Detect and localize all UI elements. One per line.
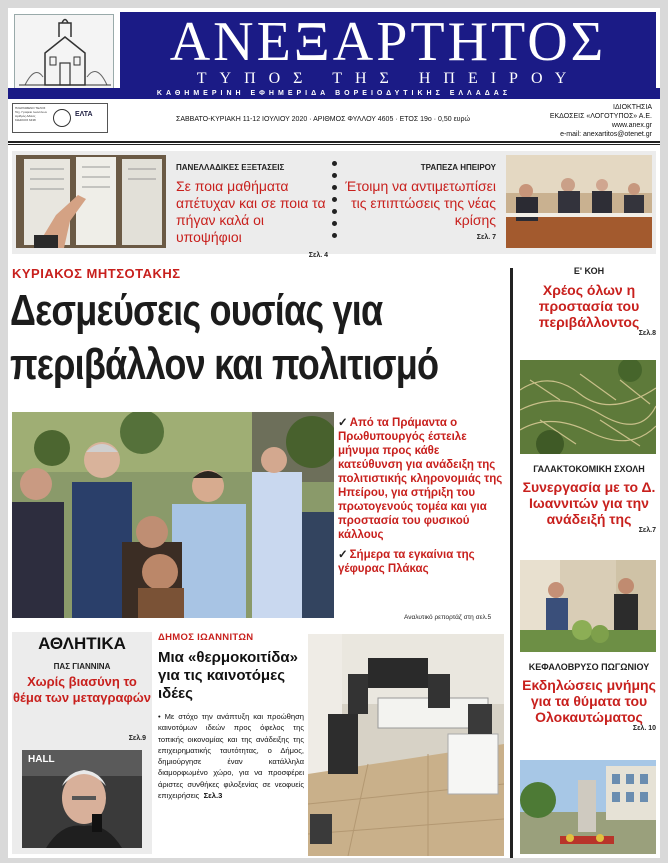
headline-line-1: Δεσμεύσεις ουσίας για (10, 286, 383, 335)
story-dairy-school[interactable] (518, 464, 660, 534)
main-kicker: ΚΥΡΙΑΚΟΣ ΜΗΤΣΟΤΑΚΗΣ (12, 266, 181, 281)
bullet-item (338, 548, 506, 576)
teaser-headline: Σε ποια μαθήματα απέτυχαν και σε ποια τα πήγαν καλά οι υποψήφιοι (176, 178, 326, 245)
story-kicker: ΚΕΦΑΛΟΒΡΥΣΟ ΠΩΓΩΝΙΟΥ (528, 662, 650, 672)
newspaper-subtitle: ΤΥΠΟΣ ΤΗΣ ΗΠΕΙΡΟΥ (196, 70, 580, 87)
elta-badge: ΕΛΤΑ (75, 111, 93, 118)
church-logo (14, 14, 114, 90)
pm-crowd-photo (12, 412, 334, 618)
dairy-school-photo (520, 560, 656, 652)
front-page (8, 8, 660, 858)
story-kicker: ΓΑΛΑΚΤΟΚΟΜΙΚΗ ΣΧΟΛΗ (533, 464, 645, 474)
teaser-kicker: ΤΡΑΠΕΖΑ ΗΠΕΙΡΟΥ (420, 163, 496, 172)
page-ref: Σελ.3 (203, 791, 223, 801)
page-ref: Σελ.8 (638, 330, 656, 337)
check-icon: ✓ (338, 417, 348, 429)
story-body: • Με στόχο την ανάπτυξη και προώθηση καινοτόμων ιδεών προς όφελος της τοπικής οικονομίας και της ανάδειξης της επιχειρηματικής ταυτότητας, ο Δήμος, δημιούργησε έναν κατάλληλα διαμορφωμένο χώρο, για να προσφέρει άριστες συνθήκες φιλοξενίας σε νεοφυείς επιχειρήσεις Σελ.3 (158, 712, 304, 801)
page-ref: Σελ. 7 (476, 234, 496, 241)
story-koi[interactable] (518, 266, 660, 337)
sports-headline: Χωρίς βιασύνη το θέμα των μεταγραφών (12, 674, 152, 705)
incubator-office-photo (308, 634, 504, 856)
main-bullets (338, 416, 506, 576)
title-band (120, 12, 656, 96)
owner: ΕΚΔΟΣΕΙΣ «ΛΟΓΟΤΥΠΟΣ» Α.Ε. (549, 113, 652, 120)
story-headline: Εκδηλώσεις μνήμης για τα θύματα του Ολοκαυτώματος (522, 677, 656, 725)
newspaper-title: ΑΝΕΞΑΡΤΗΤΟΣ (169, 11, 607, 73)
page-ref: Σελ.9 (128, 735, 146, 742)
teaser-exams[interactable] (176, 163, 328, 259)
page-ref: Σελ. 4 (308, 252, 328, 259)
environment-photo (520, 360, 656, 454)
divider (8, 141, 660, 143)
tagline-band (8, 88, 660, 99)
story-kefalovryso[interactable] (518, 662, 660, 732)
divider (8, 144, 660, 145)
dot-separator (332, 161, 338, 247)
sports-kicker: ΠΑΣ ΓΙΑΝΝΙΝΑ (53, 662, 111, 671)
tagline: ΚΑΘΗΜΕΡΙΝΗ ΕΦΗΜΕΡΙΔΑ ΒΟΡΕΙΟΔΥΤΙΚΗΣ ΕΛΛΑΔΑΣ (156, 90, 512, 97)
seal-icon (53, 109, 71, 127)
memorial-photo (520, 760, 656, 854)
website[interactable]: www.anex.gr (611, 122, 652, 129)
page-ref: Σελ. 10 (632, 725, 656, 732)
story-kicker: ΔΗΜΟΣ ΙΩΑΝΝΙΤΩΝ (158, 632, 254, 643)
publisher-info (502, 103, 652, 139)
email[interactable]: e-mail: anexartitos@otenet.gr (560, 131, 652, 138)
story-headline: Χρέος όλων η προστασία του περιβάλλοντος (538, 282, 640, 330)
reportage-ref: Αναλυτικό ρεπορτάζ στη σελ.5 (404, 614, 492, 621)
page-ref: Σελ.7 (638, 527, 656, 534)
sports-section-title: ΑΘΛΗΤΙΚΑ (38, 634, 126, 653)
story-headline: Μια «θερμοκοιτίδα» για τις καινοτόμες ιδέες (158, 649, 298, 702)
exam-photo (16, 155, 166, 248)
teaser-bank[interactable] (344, 163, 496, 241)
bullet-text: Από τα Πράμαντα ο Πρωθυπουργός έστειλε μήνυμα προς κάθε κατεύθυνση για ανάδειξη της πολιτιστικής κληρονομιάς της Ηπείρου, για στήριξη του πρωτογενούς τομέα και για προστασία του φυσικού κάλλους (338, 417, 503, 541)
postal-badges (12, 103, 108, 133)
bullet-text: Σήμερα τα εγκαίνια της γέφυρας Πλάκας (338, 549, 475, 575)
bank-meeting-photo (506, 155, 652, 248)
bullet-item (338, 416, 506, 542)
postal-badge-text: ΠΛΗΡΩΜΕΝΟ ΤΕΛΟΣ Ταχ. Γραφείο Ιωαννίνων Αριθμός Αδείας ΚΩΔΙΚΟΣ 6438 (15, 106, 47, 122)
teaser-headline: Έτοιμη να αντιμετωπίσει τις επιπτώσεις της νέας κρίσης (345, 178, 496, 228)
sponsor-board-text: HALL (28, 754, 55, 765)
municipality-story[interactable] (158, 632, 304, 801)
teaser-kicker: ΠΑΝΕΛΛΑΔΙΚΕΣ ΕΞΕΤΑΣΕΙΣ (176, 163, 285, 172)
dateline: ΣΑΒΒΑΤΟ-ΚΥΡΙΑΚΗ 11-12 ΙΟΥΛΙΟΥ 2020 · ΑΡΙΘΜΟΣ ΦΥΛΛΟΥ 4605 · ΕΤΟΣ 19ο · 0,50 ευρώ (176, 116, 470, 123)
info-bar (8, 101, 660, 137)
story-headline: Συνεργασία με το Δ. Ιωαννιτών για την ανάδειξή της (522, 479, 656, 527)
column-divider (510, 268, 513, 858)
check-icon: ✓ (338, 549, 348, 561)
teaser-strip (12, 151, 656, 259)
pas-giannina-photo (22, 750, 142, 848)
story-kicker: Ε' ΚΟΗ (573, 266, 605, 276)
headline-line-2: περιβάλλον και πολιτισμό (10, 340, 439, 389)
sports-panel[interactable] (12, 632, 152, 854)
main-headline[interactable] (10, 284, 439, 392)
ownership-label: ΙΔΙΟΚΤΗΣΙΑ (613, 104, 652, 111)
